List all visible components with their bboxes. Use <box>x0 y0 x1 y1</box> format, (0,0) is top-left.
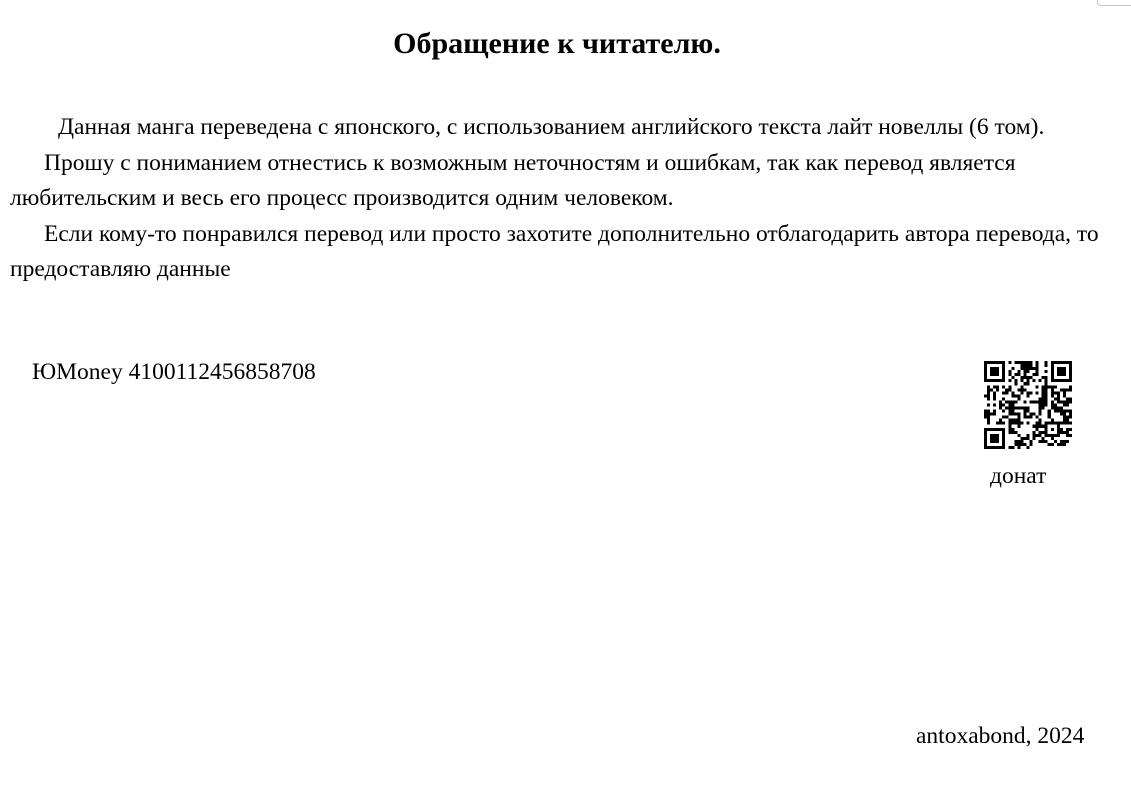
payment-details: ЮMoney 4100112456858708 <box>32 359 316 385</box>
page-corner-mark <box>1097 0 1131 6</box>
qr-code-icon <box>984 361 1072 449</box>
qr-caption: донат <box>990 463 1047 489</box>
paragraph-donation: Если кому-то понравился перевод или просто захотите дополнительно отблагодарить автора перевода, то предоставляю данные <box>10 220 1099 282</box>
body-text <box>10 110 1110 288</box>
page-title: Обращение к читателю. <box>393 27 721 60</box>
signature: antoxabond, 2024 <box>916 723 1085 749</box>
paragraph-apology: Прошу с пониманием отнестись к возможным неточностям и ошибкам, так как перевод является любительским и весь его процесс производится одним человеком. <box>10 149 1016 211</box>
paragraph-translation-source: Данная манга переведена с японского, с использованием английского текста лайт новеллы (6 том). <box>58 114 1045 140</box>
